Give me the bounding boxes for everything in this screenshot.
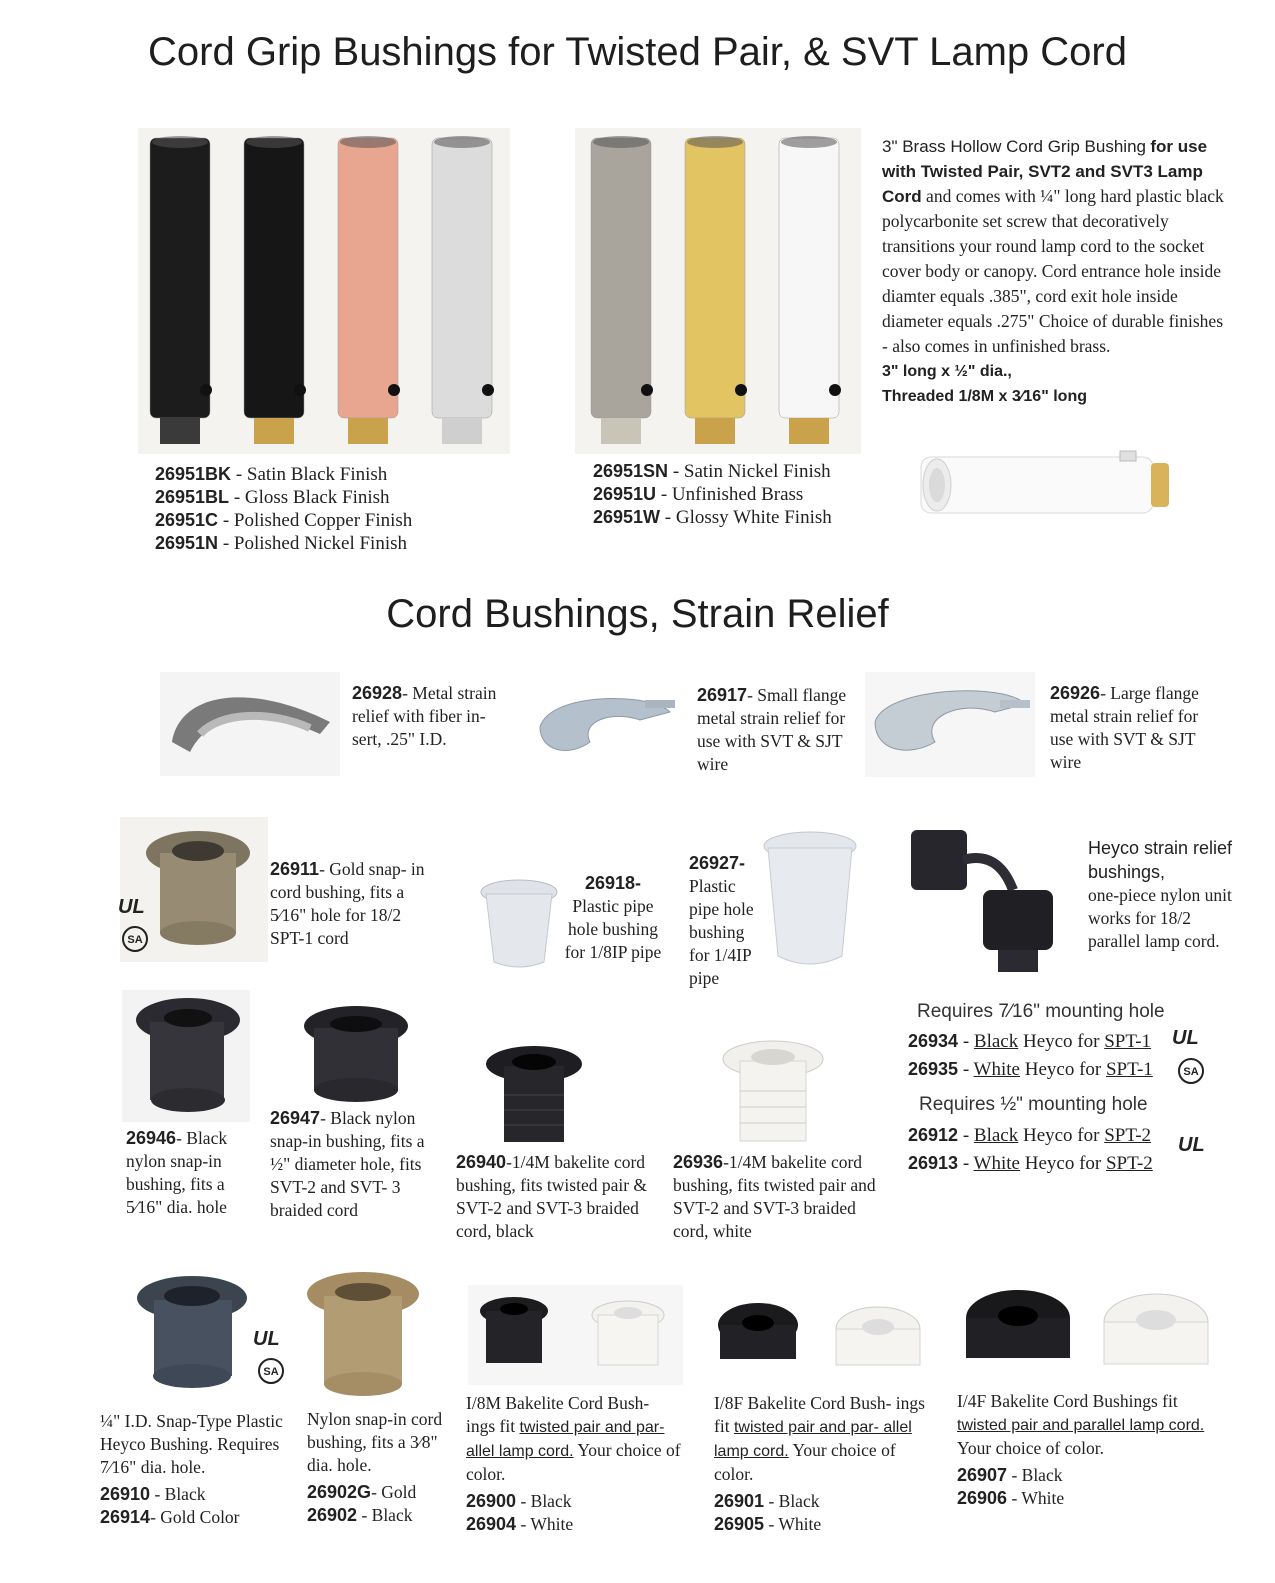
large-flange-strain-relief-photo (865, 672, 1035, 777)
tube-bushing (338, 136, 400, 444)
finish-item: 26951W - Glossy White Finish (593, 507, 832, 528)
finish-item: 26951U - Unfinished Brass (593, 484, 804, 505)
tube-bushing (591, 136, 653, 444)
tube-bushing (432, 136, 494, 444)
requires-7-16-hole: Requires 7⁄16" mounting hole (917, 1001, 1165, 1022)
item-26936: 26936-1/4M bakelite cord bushing, fits twisted pair and SVT-2 and SVT-3 braided cord, white (673, 1152, 876, 1241)
item-26940: 26940-1/4M bakelite cord bushing, fits twisted pair & SVT-2 and SVT-3 braided cord, black (456, 1152, 648, 1241)
cord-grip-bushing-photo-right (575, 128, 861, 454)
finish-item: 26951N - Polished Nickel Finish (155, 533, 408, 554)
white-bushing-photo (915, 445, 1175, 525)
finish-list-right (593, 460, 832, 529)
tube-bushing (685, 136, 747, 444)
item-26946: 26946- Black nylon snap-in bushing, fits a 5⁄16" dia. hole (126, 1128, 228, 1217)
snap-type-heyco-bushing-photo (130, 1270, 255, 1395)
finish-item: 26951SN - Satin Nickel Finish (593, 461, 831, 482)
finish-list-left (155, 463, 412, 555)
bakelite-18m-photo (468, 1285, 683, 1385)
item-26947: 26947- Black nylon snap-in bushing, fits a ½" diameter hole, fits SVT-2 and SVT- 3 braided cord (270, 1108, 425, 1220)
ul-cert-icon: UL (1178, 1134, 1205, 1156)
finish-item: 26951BK - Satin Black Finish (155, 464, 388, 485)
requires-1-2-hole: Requires ½" mounting hole (919, 1094, 1148, 1115)
item-26911: 26911- Gold snap- in cord bushing, fits a 5⁄16" hole for 18/2 SPT-1 cord (270, 859, 425, 948)
small-flange-strain-relief-photo (520, 682, 685, 782)
heyco-spt1-list (908, 1030, 1153, 1081)
pipe-hole-bushing-small-photo (478, 876, 560, 972)
pipe-hole-bushing-large-photo (760, 830, 860, 976)
heyco-description: Heyco strain relief bushings, one-piece nylon unit works for 18/2 parallel lamp cord. (1088, 838, 1233, 951)
ul-cert-icon: UL (253, 1328, 280, 1350)
item-26918: 26918- Plastic pipe hole bushing for 1/8IP pipe (564, 873, 662, 962)
section-title-strain-relief: Cord Bushings, Strain Relief (386, 592, 889, 636)
ul-cert-icon: UL (118, 896, 145, 918)
item-26917: 26917- Small flange metal strain relief for use with SVT & SJT wire (697, 685, 847, 774)
metal-strain-relief-photo (160, 672, 340, 776)
heyco-spt2-list (908, 1124, 1153, 1175)
item-snap-type-heyco: ¼" I.D. Snap-Type Plastic Heyco Bushing. Requires 7⁄16" dia. hole. 26910 - Black 26914- Gold Color (100, 1411, 283, 1527)
heyco-item: 26934 - Black Heyco for SPT-1 (908, 1031, 1152, 1052)
item-nylon-snap-in: Nylon snap-in cord bushing, fits a 3⁄8" dia. hole. 26902G- Gold 26902 - Black (307, 1409, 443, 1525)
heyco-item: 26935 - White Heyco for SPT-1 (908, 1059, 1153, 1080)
black-nylon-bushing-photo (122, 990, 250, 1122)
csa-cert-icon: SA (1178, 1058, 1204, 1084)
hollow-bushing-description: 3" Brass Hollow Cord Grip Bushing for use with Twisted Pair, SVT2 and SVT3 Lamp Cord and comes with ¼" long hard plastic black polycarbonite set screw that decoratively transitions your round lamp cord to the socket cover body or canopy. Cord entrance hole inside diamter equals .385", cord exit hole inside diameter equals .275" Choice of durable finishes - also comes in unfinished brass. 3" long x ½" dia., Threaded 1/8M x 3⁄16" long (882, 137, 1224, 405)
cord-grip-bushing-photo-left (138, 128, 510, 454)
black-nylon-bushing-half-inch-photo (296, 1000, 416, 1105)
nylon-snap-in-gold-photo (298, 1268, 428, 1403)
item-26928: 26928- Metal strain relief with fiber in- sert, .25" I.D. (352, 683, 497, 749)
bakelite-14f-photo (958, 1278, 1220, 1383)
item-bakelite-18m: I/8M Bakelite Cord Bush- ings fit twisted pair and par- allel lamp cord. Your choice of color. 26900 - Black 26904 - White (466, 1393, 681, 1534)
item-bakelite-14f: I/4F Bakelite Cord Bushings fit twisted pair and parallel lamp cord. Your choice of color. 26907 - Black 26906 - White (957, 1391, 1205, 1508)
bakelite-18f-photo (710, 1285, 940, 1385)
csa-cert-icon: SA (258, 1358, 284, 1384)
heyco-item: 26912 - Black Heyco for SPT-2 (908, 1125, 1152, 1146)
heyco-item: 26913 - White Heyco for SPT-2 (908, 1153, 1153, 1174)
tube-bushing (244, 136, 306, 444)
item-26926: 26926- Large flange metal strain relief for use with SVT & SJT wire (1050, 683, 1199, 772)
heyco-strain-relief-photo (903, 820, 1083, 980)
white-bakelite-14m-photo (718, 1035, 828, 1150)
ul-cert-icon: UL (1172, 1027, 1199, 1049)
csa-cert-icon: SA (122, 926, 148, 952)
finish-item: 26951C - Polished Copper Finish (155, 510, 413, 531)
page-title: Cord Grip Bushings for Twisted Pair, & SVT Lamp Cord (148, 30, 1127, 74)
item-26927: 26927- Plastic pipe hole bushing for 1/4IP pipe (689, 853, 754, 988)
finish-item: 26951BL - Gloss Black Finish (155, 487, 390, 508)
tube-bushing (150, 136, 212, 444)
item-bakelite-18f: I/8F Bakelite Cord Bush- ings fit twisted pair and par- allel lamp cord. Your choice of color. 26901 - Black 26905 - White (714, 1393, 925, 1534)
black-bakelite-14m-photo (482, 1040, 587, 1152)
tube-bushing (779, 136, 841, 444)
